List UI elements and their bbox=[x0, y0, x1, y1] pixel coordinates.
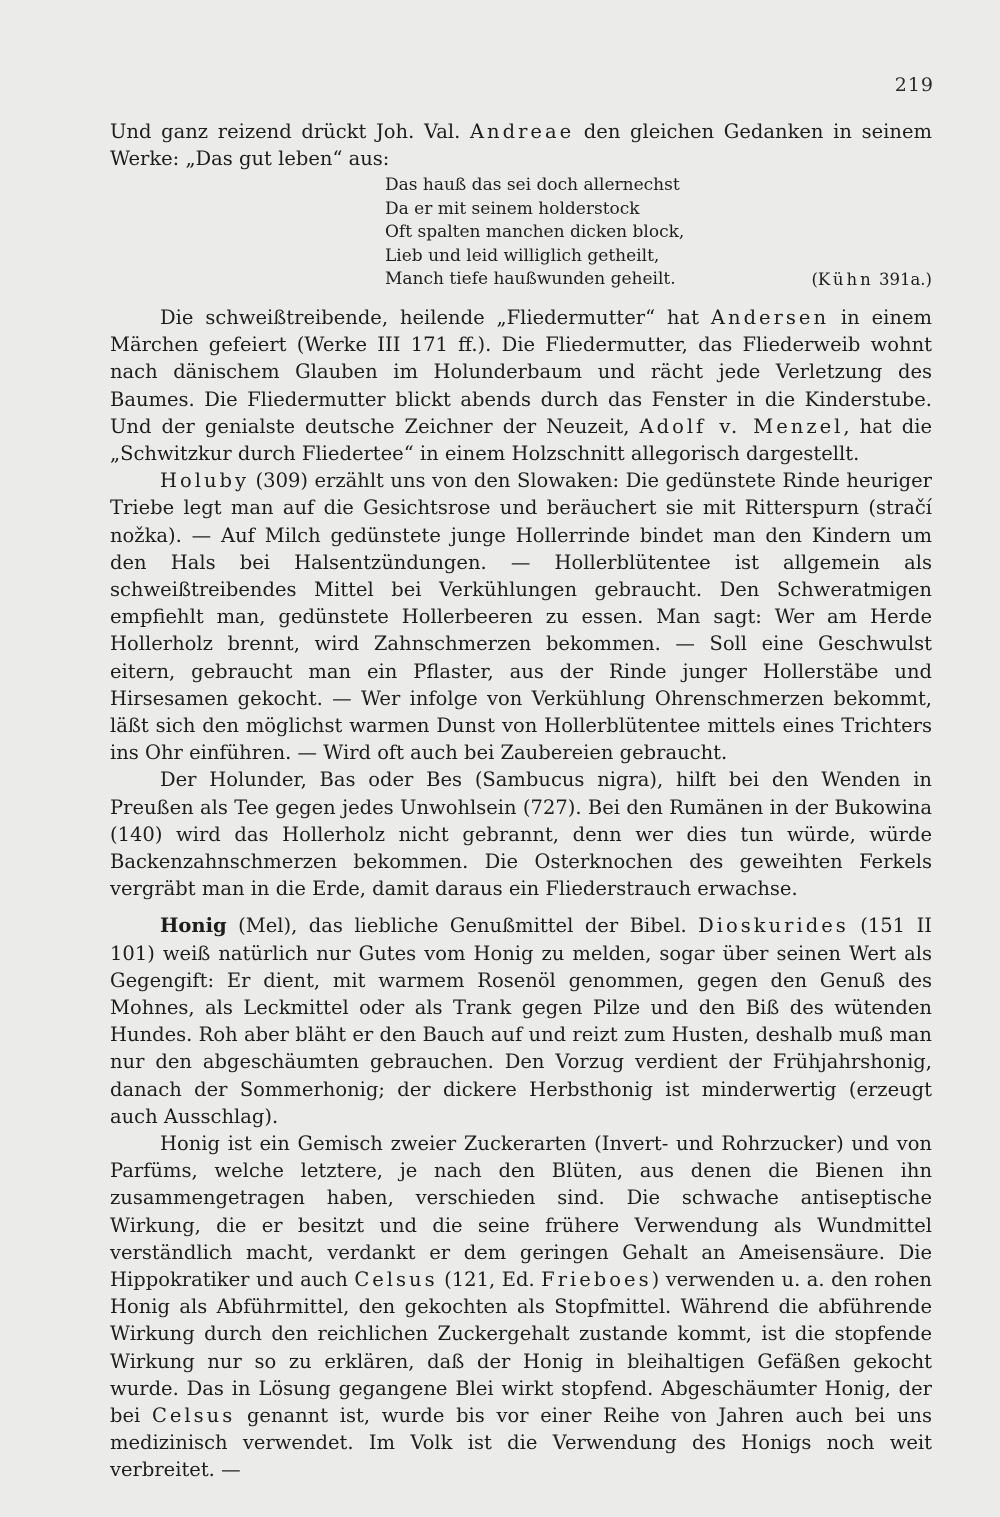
para5-text-1: Honig ist ein Gemisch zweier Zuckerarten (Invert- und Rohrzucker) und von Parfüms, welche letztere, je nach den Blüten, aus denen die Bienen ihn zusammengetragen haben, verschieden sind. Die schwache antiseptische Wirkung, die er besitzt und die seine frühere Verwendung als Wundmittel verständlich macht, verdankt er dem geringen Gehalt an Ameisensäure. Die Hippokratiker und auch bbox=[110, 1132, 932, 1292]
paragraph-fliedermutter bbox=[110, 304, 932, 467]
poem-source bbox=[811, 268, 932, 292]
para4-text-1: (Mel), das liebliche Genußmittel der Bibel. bbox=[226, 914, 699, 938]
para5-text-3: ) verwenden u. a. den rohen Honig als Abführmittel, den gekochten als Stopfmittel. Während die abführende Wirkung durch den reichlichen Zuckergehalt zustande kommt, ist die stopfende Wirkung nur so zu erklären, daß der Honig in bleihaltigen Gefäßen gekocht wurde. Das in Lösung gegangene Blei wirkt stopfend. Abgeschäumter Honig, der bei bbox=[110, 1268, 932, 1428]
poem-line: Das hauß das sei doch allernechst bbox=[385, 175, 680, 196]
intro-text-pre: Und ganz reizend drückt Joh. Val. bbox=[110, 120, 470, 143]
author-frieboes: Frieboes bbox=[541, 1268, 652, 1292]
paragraph-honig-entry bbox=[110, 912, 932, 1130]
poem-source-ref: 391a.) bbox=[873, 270, 932, 290]
headword-honig: Honig bbox=[160, 914, 227, 938]
para4-text-2: (151 II 101) weiß natürlich nur Gutes vom Honig zu melden, sogar über seinen Wert als Gegengift: Er dient, mit warmem Rosenöl genommen, gegen den Genuß des Mohnes, als Leckmittel oder als Trank gegen Pilze und den Biß des wütenden Hundes. Roh aber bläht er den Bauch auf und reizt zum Husten, deshalb muß man nur den abgeschäumten gebrauchen. Den Vorzug verdient der Frühjahrshonig, danach der Sommerhonig; der dickere Herbsthonig ist minderwertig (erzeugt auch Ausschlag). bbox=[110, 914, 932, 1128]
para5-text-2: (121, Ed. bbox=[437, 1268, 542, 1292]
poem-source-author: Kühn bbox=[817, 270, 874, 290]
para3-text: Der Holunder, Bas oder Bes (Sambucus nigra), hilft bei den Wenden in Preußen als Tee gegen jedes Unwohlsein (727). Bei den Rumänen in der Bukowina (140) wird das Hollerholz nicht gebrannt, denn wer dies tun würde, würde Backenzahnschmerzen bekommen. Die Osterknochen des geweihten Ferkels vergräbt man in die Erde, damit daraus ein Fliederstrauch erwachse. bbox=[110, 768, 932, 901]
author-celsus: Celsus bbox=[354, 1268, 438, 1292]
page-number: 219 bbox=[894, 74, 934, 96]
paragraph-holuby bbox=[110, 467, 932, 766]
author-andreae: Andreae bbox=[469, 120, 575, 143]
intro-text-post: den gleichen Gedanken in seinem Werke: „Das gut leben“ aus: bbox=[110, 120, 932, 171]
poem-line: Manch tiefe haußwunden geheilt. bbox=[385, 269, 676, 290]
poem-line: Lieb und leid williglich getheilt, bbox=[385, 245, 660, 266]
paragraph-honig-chemistry bbox=[110, 1130, 932, 1484]
paragraph-holunder bbox=[110, 766, 932, 902]
poem-line: Oft spalten manchen dicken block, bbox=[385, 222, 685, 243]
author-dioskurides: Dioskurides bbox=[698, 914, 849, 938]
para1-text-2: in einem Märchen gefeiert (Werke III 171 ff.). Die Fliedermutter, das Fliederweib wohnt nach dänischem Glauben im Holunderbaum und rächt jede Verletzung des Baumes. Die Fliedermutter blickt abends durch das Fenster in die Kinderstube. Und der genialste deutsche Zeichner der Neuzeit, bbox=[110, 305, 932, 438]
poem-line: Da er mit seinem holderstock bbox=[385, 198, 640, 219]
author-celsus: Celsus bbox=[151, 1404, 236, 1428]
author-holuby: Holuby bbox=[160, 469, 250, 493]
para1-text-1: Die schweißtreibende, heilende „Fliedermutter“ hat bbox=[160, 305, 711, 329]
para1-text-3: , hat die „Schwitzkur durch Fliedertee“ in einem Holzschnitt allegorisch dargestellt. bbox=[110, 414, 932, 465]
para2-text: (309) erzählt uns von den Slowaken: Die gedünstete Rinde heuriger Triebe legt man auf die Gesichtsrose und beräuchert sie mit Ritterspurn (stračí nožka). — Auf Milch gedünstete junge Hollerrinde bindet man den Kindern um den Hals bei Halsentzündungen. — Hollerblütentee ist allgemein als schweißtreibendes Mittel bei Verkühlungen gebraucht. Den Schweratmigen empfiehlt man, gedünstete Hollerbeeren zu essen. Man sagt: Wer am Herde Hollerholz brennt, wird Zahnschmerzen bekommen. — Soll eine Geschwulst eitern, gebraucht man ein Pflaster, aus der Rinde junger Hollerstäbe und Hirsesamen gekocht. — Wer infolge von Verkühlung Ohrenschmerzen bekommt, läßt sich den möglichst warmen Dunst von Hollerblütentee mittels eines Trichters ins Ohr einführen. — Wird oft auch bei Zaubereien gebraucht. bbox=[110, 469, 932, 765]
intro-paragraph bbox=[110, 118, 932, 172]
poem-source-open: ( bbox=[811, 270, 818, 290]
author-menzel: Adolf v. Menzel bbox=[639, 414, 844, 438]
para5-text-4: genannt ist, wurde bis vor einer Reihe von Jahren auch bei uns medizinisch verwendet. Im Volk ist die Verwendung des Honigs noch weit verbreitet. — bbox=[110, 1404, 932, 1482]
author-andersen: Andersen bbox=[710, 305, 830, 329]
poem-quote bbox=[385, 174, 932, 292]
body-text bbox=[110, 118, 932, 1484]
